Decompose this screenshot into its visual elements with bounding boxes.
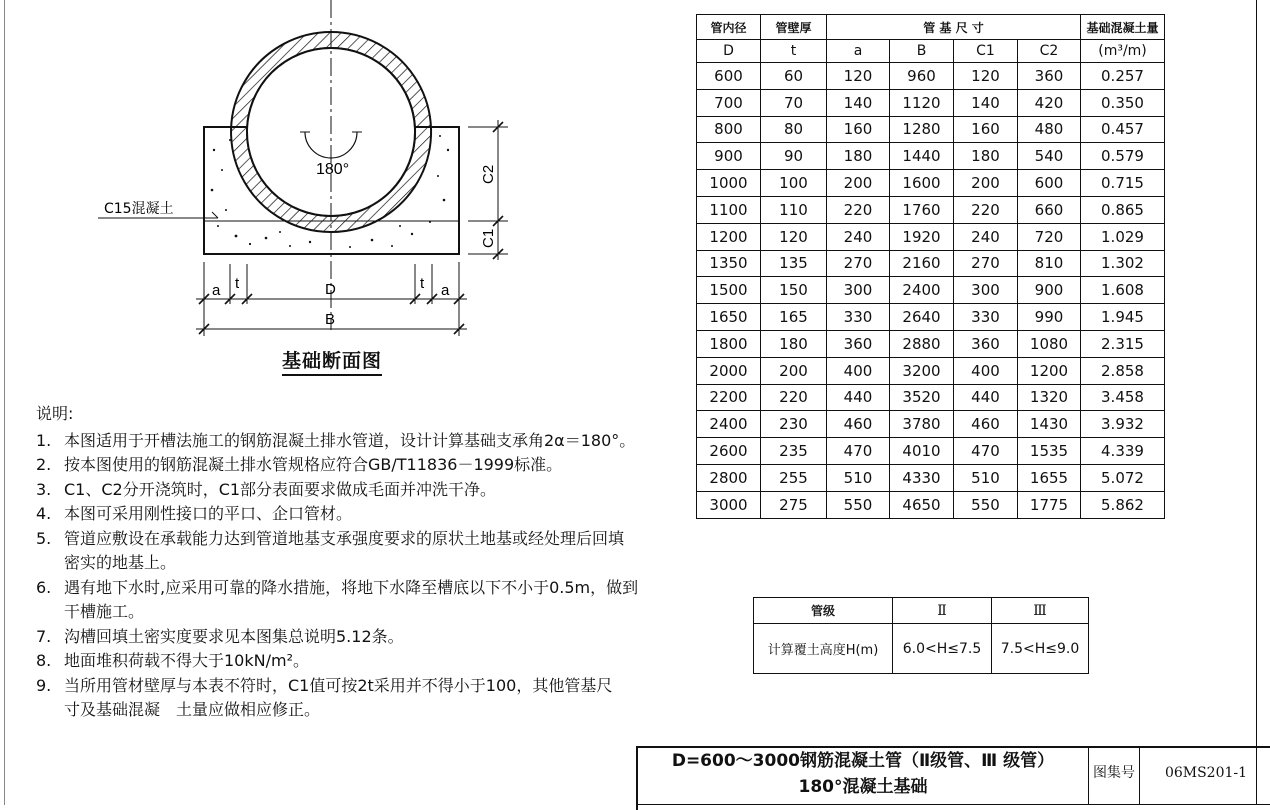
table-cell: 0.457 xyxy=(1081,116,1165,143)
table-cell: 240 xyxy=(954,223,1018,250)
table-row xyxy=(697,304,1165,331)
table-cell: 1650 xyxy=(697,304,761,331)
pipe-dimension-table xyxy=(696,14,1165,519)
table-cell: 1.608 xyxy=(1081,277,1165,304)
table-cell: 120 xyxy=(827,63,890,90)
table-row xyxy=(697,330,1165,357)
table-cell: 960 xyxy=(890,63,954,90)
table-cell: 140 xyxy=(827,89,890,116)
table-row xyxy=(697,438,1165,465)
table-row xyxy=(697,250,1165,277)
header-cell: C2 xyxy=(1018,40,1081,63)
table-cell: 2200 xyxy=(697,384,761,411)
table-row xyxy=(697,411,1165,438)
table-cell: 1600 xyxy=(890,170,954,197)
table-cell: 230 xyxy=(761,411,827,438)
atlas-label: 图集号 xyxy=(1089,748,1140,805)
table-cell: 120 xyxy=(761,223,827,250)
dim-d: D xyxy=(325,281,336,298)
table-cell: 3.932 xyxy=(1081,411,1165,438)
table-cell: 600 xyxy=(697,63,761,90)
table-cell: 235 xyxy=(761,438,827,465)
table-cell: 200 xyxy=(827,170,890,197)
table-cell: 2800 xyxy=(697,464,761,491)
table-cell: 0.715 xyxy=(1081,170,1165,197)
note-item: 9. 当所用管材壁厚与本表不符时，C1值可按2t采用并不得小于100，其他管基尺寸及基础混凝 土量应做相应修正。 xyxy=(36,675,613,719)
table-cell: 400 xyxy=(954,357,1018,384)
table-cell: 2000 xyxy=(697,357,761,384)
table-cell: 600 xyxy=(1018,170,1081,197)
header-cell: 管内径 xyxy=(697,15,761,40)
table-cell: 140 xyxy=(954,89,1018,116)
table-row xyxy=(697,89,1165,116)
note-item: 5. 管道应敷设在承载能力达到管道地基支承强度要求的原状土地基或经处理后回填密实的地基上。 xyxy=(36,528,625,572)
table-row xyxy=(697,63,1165,90)
dim-t-right: t xyxy=(420,275,425,292)
table-cell: 460 xyxy=(954,411,1018,438)
table-cell: 3000 xyxy=(697,491,761,518)
table-cell: 720 xyxy=(1018,223,1081,250)
table-cell: 510 xyxy=(827,464,890,491)
header-cell: 管壁厚 xyxy=(761,15,827,40)
table-cell: 550 xyxy=(954,491,1018,518)
table-cell: 800 xyxy=(697,116,761,143)
table-cell: 700 xyxy=(697,89,761,116)
table-cell: 1775 xyxy=(1018,491,1081,518)
dim-a-right: a xyxy=(441,282,450,299)
foundation-section-drawing xyxy=(0,0,640,345)
table-cell: 3520 xyxy=(890,384,954,411)
table-row xyxy=(697,143,1165,170)
table-cell: 2.315 xyxy=(1081,330,1165,357)
table-cell: 900 xyxy=(1018,277,1081,304)
table-cell: 4650 xyxy=(890,491,954,518)
page-border-right xyxy=(1256,0,1257,805)
table-row xyxy=(697,170,1165,197)
table-cell: 660 xyxy=(1018,196,1081,223)
table-cell: 1500 xyxy=(697,277,761,304)
table-cell: 1320 xyxy=(1018,384,1081,411)
table-cell: 220 xyxy=(761,384,827,411)
drawing-title-line2: 180°混凝土基础 xyxy=(798,777,928,797)
table-cell: 0.865 xyxy=(1081,196,1165,223)
table-cell: 80 xyxy=(761,116,827,143)
dim-b: B xyxy=(325,311,336,328)
table-cell: 60 xyxy=(761,63,827,90)
table-cell: 2160 xyxy=(890,250,954,277)
notes-heading: 说明: xyxy=(36,404,74,423)
table-cell: 330 xyxy=(827,304,890,331)
dim-t-left: t xyxy=(235,275,240,292)
table-cell: 270 xyxy=(827,250,890,277)
note-item: 1. 本图适用于开槽法施工的钢筋混凝土排水管道，设计计算基础支承角2α＝180°。 xyxy=(36,430,636,450)
table-cell: 360 xyxy=(1018,63,1081,90)
dim-a-left: a xyxy=(212,282,221,299)
table-cell: 1.029 xyxy=(1081,223,1165,250)
table-cell: 4330 xyxy=(890,464,954,491)
table-cell: 4.339 xyxy=(1081,438,1165,465)
dim-c2: C2 xyxy=(480,164,497,184)
notes xyxy=(36,402,656,723)
grade-header: Ⅱ xyxy=(893,598,992,624)
table-cell: 400 xyxy=(827,357,890,384)
table-cell: 160 xyxy=(954,116,1018,143)
table-cell: 135 xyxy=(761,250,827,277)
note-item: 6. 遇有地下水时,应采用可靠的降水措施，将地下水降至槽底以下不小于0.5m，做到干槽施工。 xyxy=(36,577,639,621)
header-cell: B xyxy=(890,40,954,63)
header-cell: 基础混凝土量 xyxy=(1081,15,1165,40)
table-cell: 3200 xyxy=(890,357,954,384)
note-item: 8. 地面堆积荷载不得大于10kN/m²。 xyxy=(36,651,309,670)
table-cell: 510 xyxy=(954,464,1018,491)
table-cell: 5.072 xyxy=(1081,464,1165,491)
table-cell: 200 xyxy=(954,170,1018,197)
table-cell: 1535 xyxy=(1018,438,1081,465)
table-cell: 0.257 xyxy=(1081,63,1165,90)
table-cell: 300 xyxy=(954,277,1018,304)
table-row xyxy=(697,196,1165,223)
table-cell: 480 xyxy=(1018,116,1081,143)
table-cell: 1280 xyxy=(890,116,954,143)
section-title: 基础断面图 xyxy=(282,346,382,376)
header-cell: (m³/m) xyxy=(1081,40,1165,63)
table-cell: 900 xyxy=(697,143,761,170)
table-cell: 1920 xyxy=(890,223,954,250)
table-cell: 540 xyxy=(1018,143,1081,170)
table-cell: 160 xyxy=(827,116,890,143)
drawing-title xyxy=(638,748,1089,805)
table-cell: 360 xyxy=(954,330,1018,357)
table-cell: 270 xyxy=(954,250,1018,277)
table-cell: 2.858 xyxy=(1081,357,1165,384)
table-cell: 550 xyxy=(827,491,890,518)
table-cell: 1200 xyxy=(697,223,761,250)
note-item: 2. 按本图使用的钢筋混凝土排水管规格应符合GB/T11836－1999标准。 xyxy=(36,455,563,474)
table-row xyxy=(697,277,1165,304)
angle-label: 180° xyxy=(316,161,350,178)
table-cell: 1655 xyxy=(1018,464,1081,491)
table-cell: 330 xyxy=(954,304,1018,331)
table-cell: 810 xyxy=(1018,250,1081,277)
table-cell: 275 xyxy=(761,491,827,518)
grade-label: 计算覆土高度H(m) xyxy=(754,624,893,674)
table-cell: 2640 xyxy=(890,304,954,331)
dim-c1: C1 xyxy=(480,228,497,248)
drawing-title-line1: D=600～3000钢筋混凝土管（Ⅱ级管、Ⅲ 级管） xyxy=(671,751,1055,771)
header-cell: D xyxy=(697,40,761,63)
table-cell: 90 xyxy=(761,143,827,170)
table-cell: 470 xyxy=(827,438,890,465)
table-row xyxy=(697,384,1165,411)
table-cell: 220 xyxy=(827,196,890,223)
grade-header: 管级 xyxy=(754,598,893,624)
title-block xyxy=(636,746,1270,810)
table-cell: 2400 xyxy=(890,277,954,304)
header-cell: a xyxy=(827,40,890,63)
header-cell: 管 基 尺 寸 xyxy=(827,15,1081,40)
table-cell: 3.458 xyxy=(1081,384,1165,411)
table-cell: 1100 xyxy=(697,196,761,223)
table-cell: 180 xyxy=(761,330,827,357)
grade-value: 6.0<H≤7.5 xyxy=(893,624,992,674)
table-cell: 200 xyxy=(761,357,827,384)
atlas-number: 06MS201-1 xyxy=(1140,748,1270,805)
note-item: 7. 沟槽回填土密实度要求见本图集总说明5.12条。 xyxy=(36,626,404,646)
grade-header: Ⅲ xyxy=(992,598,1089,624)
table-cell: 470 xyxy=(954,438,1018,465)
table-cell: 360 xyxy=(827,330,890,357)
table-cell: 460 xyxy=(827,411,890,438)
header-cell: t xyxy=(761,40,827,63)
table-cell: 420 xyxy=(1018,89,1081,116)
table-cell: 1200 xyxy=(1018,357,1081,384)
table-cell: 5.862 xyxy=(1081,491,1165,518)
table-cell: 2400 xyxy=(697,411,761,438)
table-cell: 1430 xyxy=(1018,411,1081,438)
table-cell: 2880 xyxy=(890,330,954,357)
table-row xyxy=(697,223,1165,250)
table-cell: 1.945 xyxy=(1081,304,1165,331)
table-cell: 990 xyxy=(1018,304,1081,331)
table-cell: 1350 xyxy=(697,250,761,277)
table-cell: 1080 xyxy=(1018,330,1081,357)
table-cell: 240 xyxy=(827,223,890,250)
grade-value: 7.5<H≤9.0 xyxy=(992,624,1089,674)
table-cell: 1.302 xyxy=(1081,250,1165,277)
table-cell: 2600 xyxy=(697,438,761,465)
table-cell: 3780 xyxy=(890,411,954,438)
table-cell: 0.350 xyxy=(1081,89,1165,116)
note-item: 4. 本图可采用刚性接口的平口、企口管材。 xyxy=(36,504,353,523)
table-cell: 1120 xyxy=(890,89,954,116)
table-cell: 110 xyxy=(761,196,827,223)
table-cell: 255 xyxy=(761,464,827,491)
table-cell: 180 xyxy=(954,143,1018,170)
note-item: 3. C1、C2分开浇筑时，C1部分表面要求做成毛面并冲洗干净。 xyxy=(36,479,497,499)
table-row xyxy=(697,491,1165,518)
table-cell: 1440 xyxy=(890,143,954,170)
table-cell: 70 xyxy=(761,89,827,116)
table-cell: 220 xyxy=(954,196,1018,223)
table-row xyxy=(697,464,1165,491)
table-row xyxy=(697,116,1165,143)
table-cell: 100 xyxy=(761,170,827,197)
table-cell: 4010 xyxy=(890,438,954,465)
concrete-label: C15混凝土 xyxy=(104,201,174,217)
table-cell: 150 xyxy=(761,277,827,304)
table-cell: 1000 xyxy=(697,170,761,197)
table-row xyxy=(697,357,1165,384)
table-cell: 440 xyxy=(827,384,890,411)
table-cell: 165 xyxy=(761,304,827,331)
table-cell: 1760 xyxy=(890,196,954,223)
table-cell: 120 xyxy=(954,63,1018,90)
table-cell: 440 xyxy=(954,384,1018,411)
pipe-grade-table xyxy=(753,597,1089,674)
table-cell: 0.579 xyxy=(1081,143,1165,170)
table-cell: 1800 xyxy=(697,330,761,357)
header-cell: C1 xyxy=(954,40,1018,63)
table-cell: 300 xyxy=(827,277,890,304)
table-cell: 180 xyxy=(827,143,890,170)
